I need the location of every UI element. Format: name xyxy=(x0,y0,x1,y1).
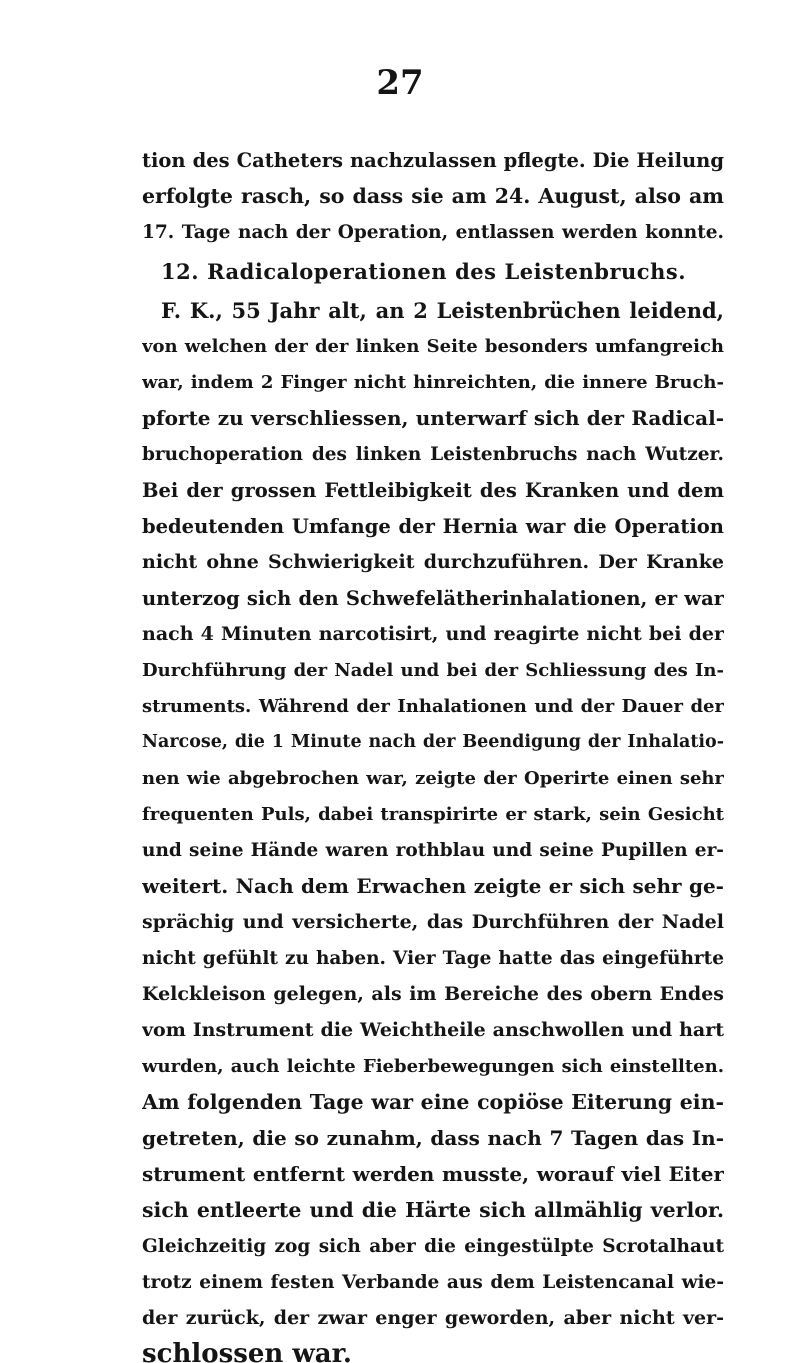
text-line: und seine Hände waren rothblau und seine Pupillen er- xyxy=(142,840,724,861)
text-line: nicht ohne Schwierigkeit durchzuführen. Der Kranke xyxy=(142,551,724,573)
text-line: pforte zu verschliessen, unterwarf sich der Radical- xyxy=(142,406,724,430)
text-line: erfolgte rasch, so dass sie am 24. August, also am xyxy=(142,184,724,208)
text-line: getreten, die so zunahm, dass nach 7 Tagen das In- xyxy=(142,1126,724,1150)
text-line: Narcose, die 1 Minute nach der Beendigung der Inhalatio- xyxy=(142,732,724,752)
text-line: struments. Während der Inhalationen und der Dauer der xyxy=(142,696,724,717)
text-line: tion des Catheters nachzulassen pflegte. Die Heilung xyxy=(142,149,724,172)
text-line: war, indem 2 Finger nicht hinreichten, die innere Bruch- xyxy=(142,372,724,393)
text-line: Gleichzeitig zog sich aber die eingestülpte Scrotalhaut xyxy=(142,1236,724,1257)
text-line: nicht gefühlt zu haben. Vier Tage hatte das eingeführte xyxy=(142,948,724,969)
text-line: schlossen war. xyxy=(142,1339,352,1363)
text-line: bedeutenden Umfange der Hernia war die Operation xyxy=(142,515,724,538)
text-line: nen wie abgebrochen war, zeigte der Operirte einen sehr xyxy=(142,768,724,789)
text-line: vom Instrument die Weichtheile anschwollen und hart xyxy=(142,1019,724,1041)
text-line: Durchführung der Nadel und bei der Schliessung des In- xyxy=(142,660,724,681)
text-line: 17. Tage nach der Operation, entlassen werden konnte. xyxy=(142,222,724,243)
text-line: Bei der grossen Fettleibigkeit des Kranken und dem xyxy=(142,479,724,502)
text-line: wurden, auch leichte Fieberbewegungen sich einstellten. xyxy=(142,1056,724,1077)
text-line: der zurück, der zwar enger geworden, aber nicht ver- xyxy=(142,1307,724,1329)
text-line: strument entfernt werden musste, worauf viel Eiter xyxy=(142,1162,724,1186)
text-line: sprächig und versicherte, das Durchführen der Nadel xyxy=(142,911,724,933)
text-line: weitert. Nach dem Erwachen zeigte er sich sehr ge- xyxy=(142,874,724,898)
section-heading: 12. Radicaloperationen des Leistenbruchs. xyxy=(161,259,686,284)
text-line: trotz einem festen Verbande aus dem Leistencanal wie- xyxy=(142,1272,724,1293)
text-line: nach 4 Minuten narcotisirt, und reagirte nicht bei der xyxy=(142,623,724,645)
text-line: sich entleerte und die Härte sich allmählig verlor. xyxy=(142,1198,724,1222)
text-line: bruchoperation des linken Leistenbruchs nach Wutzer. xyxy=(142,444,724,465)
text-line: von welchen der der linken Seite besonders umfangreich xyxy=(142,336,724,357)
text-line: F. K., 55 Jahr alt, an 2 Leistenbrüchen leidend, xyxy=(161,298,724,323)
text-line: Kelckleison gelegen, als im Bereiche des obern Endes xyxy=(142,983,724,1005)
page-number: 27 xyxy=(376,63,424,103)
text-line: unterzog sich den Schwefelätherinhalationen, er war xyxy=(142,587,724,610)
text-line: frequenten Puls, dabei transpirirte er stark, sein Gesicht xyxy=(142,804,724,825)
text-line: Am folgenden Tage war eine copiöse Eiterung ein- xyxy=(142,1090,724,1114)
